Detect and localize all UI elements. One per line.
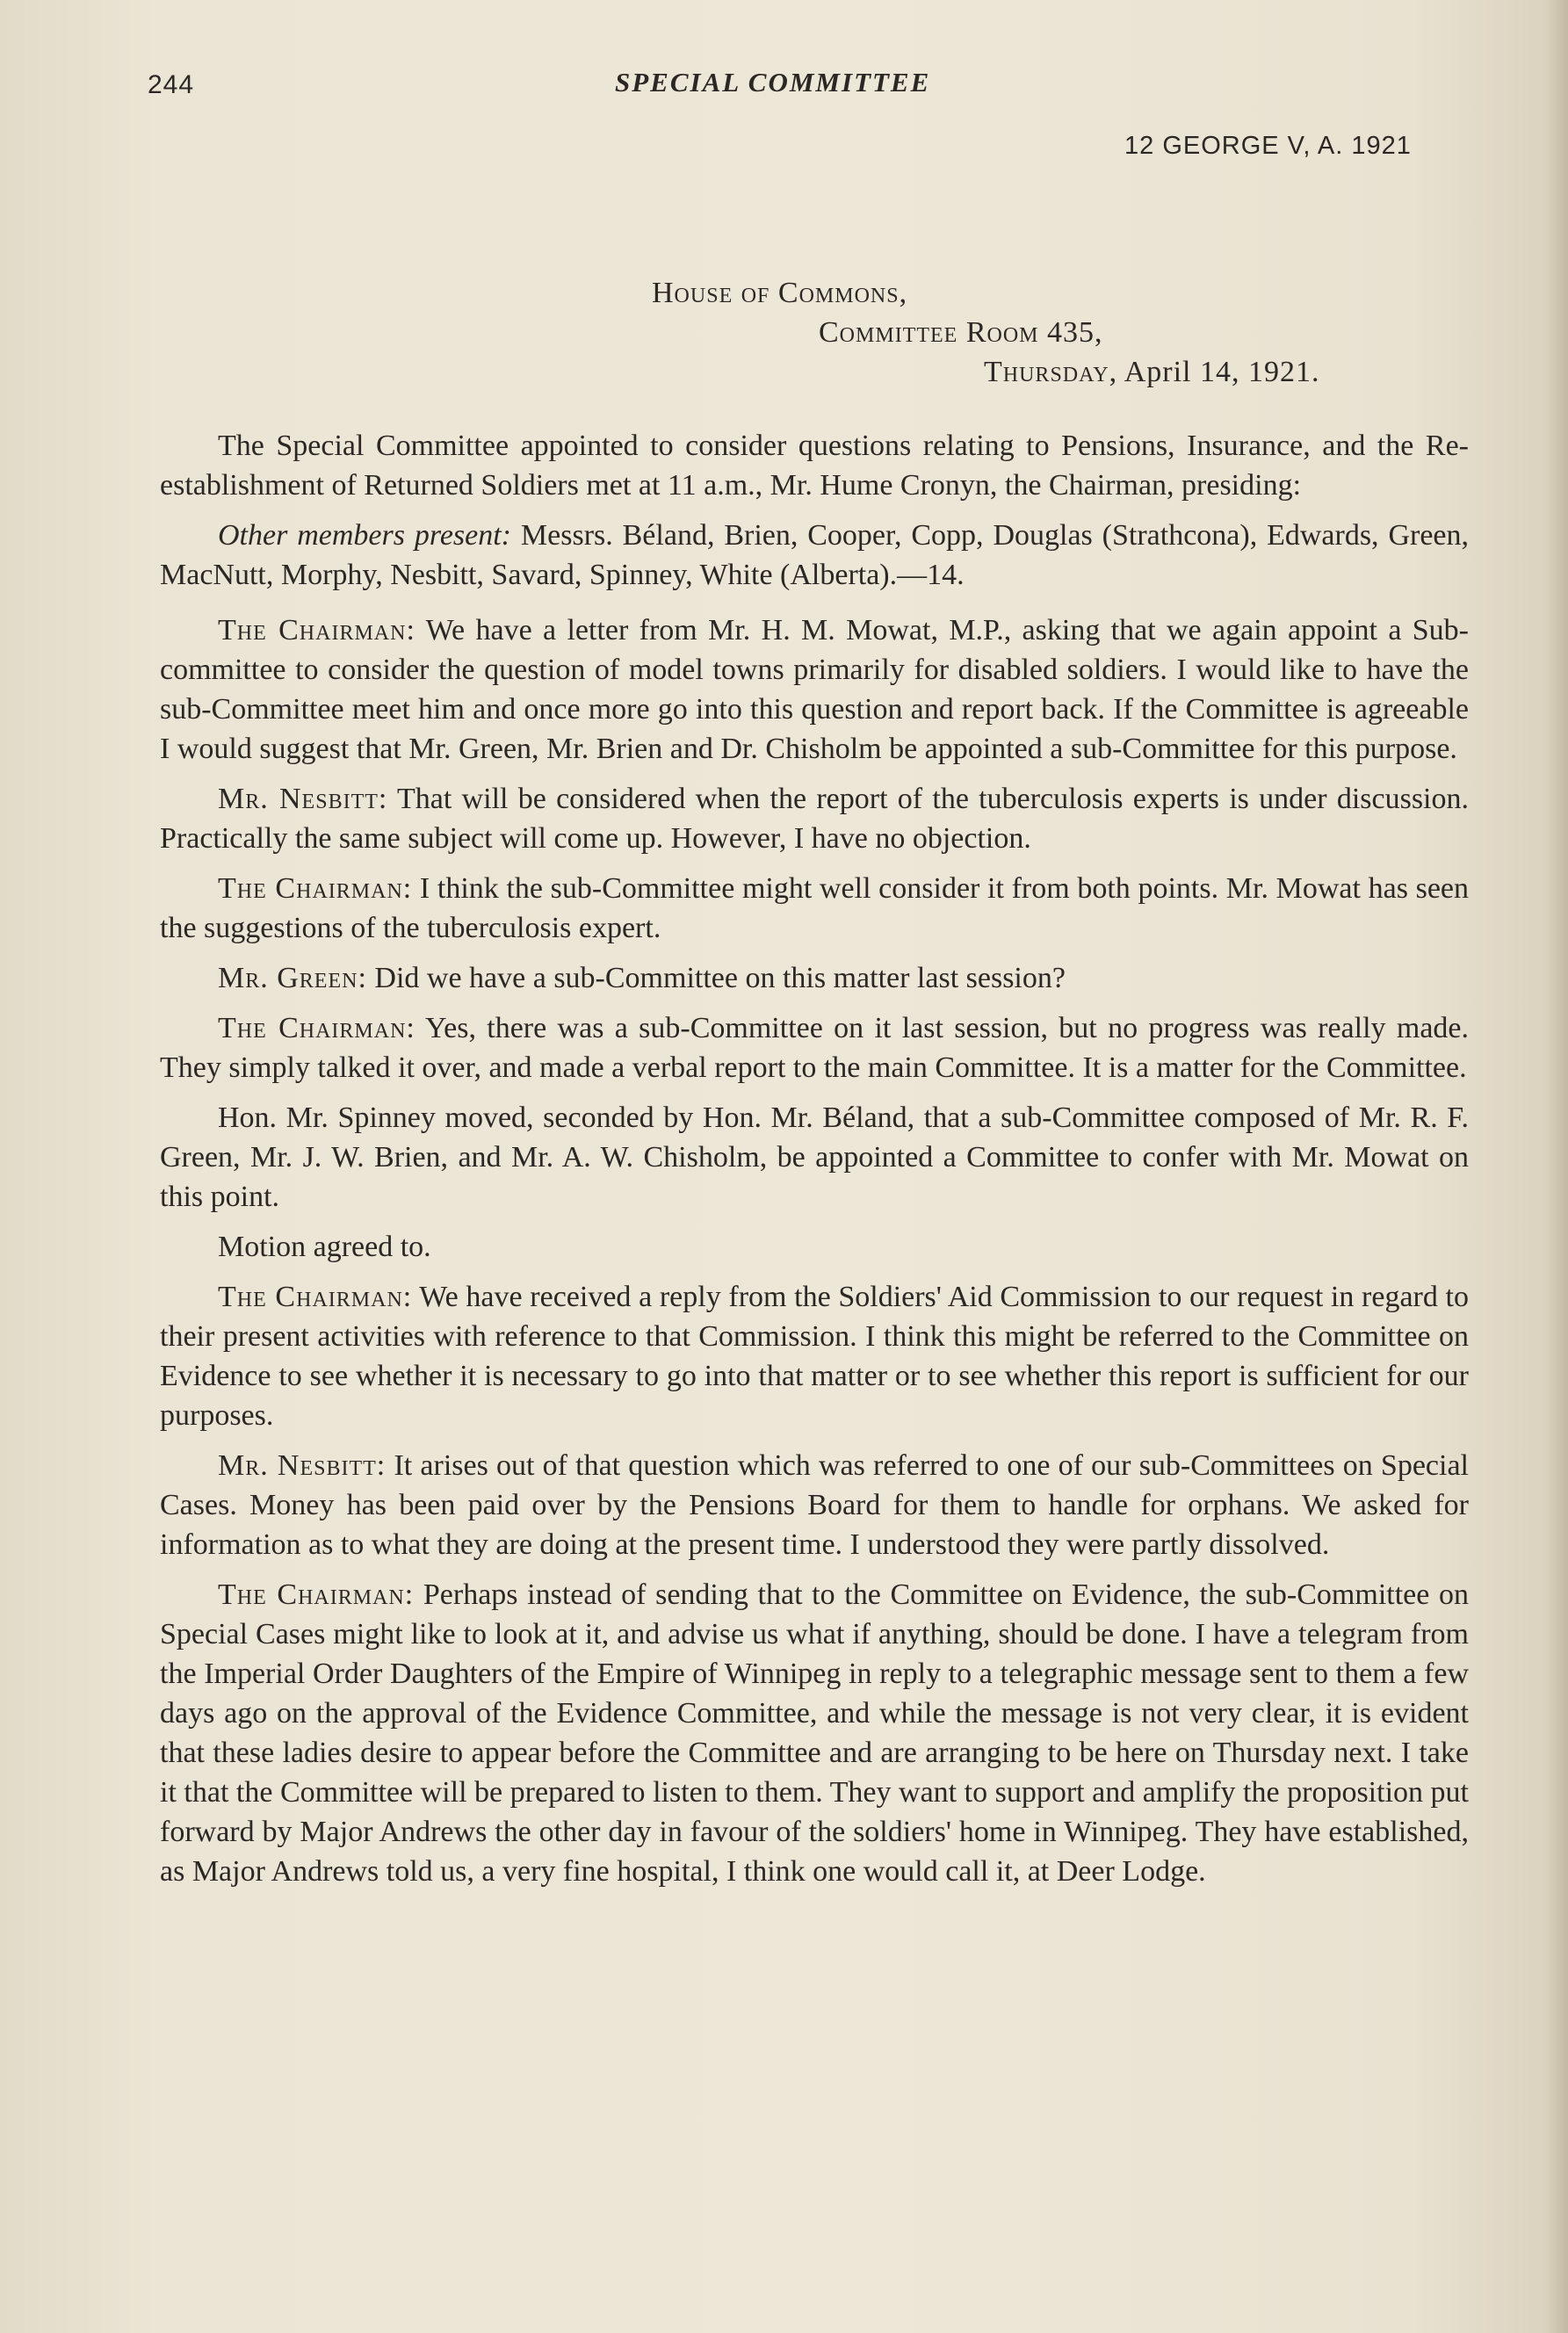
address-house: House of Commons, bbox=[652, 277, 908, 309]
address-date: April 14, 1921. bbox=[1124, 356, 1320, 388]
speaker-name: The Chairman: bbox=[218, 1281, 413, 1313]
speech-paragraph bbox=[160, 610, 1469, 769]
speech-text: It arises out of that question which was referred to one of our sub-Committees on Special Cases. Money has been paid over by the Pensions Board for them to handle for orphans. We asked for information as to what they are doing at the present time. I understood they were partly dissolved. bbox=[160, 1449, 1470, 1561]
speech-paragraph bbox=[160, 1446, 1469, 1564]
intro-paragraph: The Special Committee appointed to consider questions relating to Pensions, Insurance, and the Re-establishment of Returned Soldiers met at 11 a.m., Mr. Hume Cronyn, the Chairman, presiding: bbox=[160, 430, 1469, 502]
speech-paragraph bbox=[160, 779, 1469, 858]
speaker-name: The Chairman: bbox=[218, 1012, 415, 1044]
speech-text: We have received a reply from the Soldiers' Aid Commission to our request in regard to their present activities with reference to that Commission. I think this might be referred to the Committee on Evidence to see whether it is necessary to go into that matter or to see whether this report is sufficient for our purposes. bbox=[160, 1281, 1469, 1432]
speech-paragraph bbox=[160, 869, 1469, 948]
speech-paragraph bbox=[160, 1575, 1469, 1891]
speech-text: I think the sub-Committee might well consider it from both points. Mr. Mowat has seen the suggestions of the tuberculosis expert. bbox=[160, 872, 1470, 944]
speaker-name: The Chairman: bbox=[218, 872, 413, 905]
speech-paragraph bbox=[160, 1277, 1469, 1435]
address-day: Thursday, bbox=[984, 356, 1118, 388]
speaker-name: Mr. Green: bbox=[218, 962, 367, 994]
speech-paragraph bbox=[160, 958, 1469, 998]
address-room-number: 435, bbox=[1047, 316, 1103, 349]
members-paragraph bbox=[160, 516, 1469, 595]
speech-text: Perhaps instead of sending that to the Committee on Evidence, the sub-Committee on Special Cases might like to look at it, and advise us what if anything, should be done. I have a telegram from the Imperial Order Daughters of the Empire of Winnipeg in reply to a telegraphic message sent to them a few days ago on the approval of the Evidence Committee, and while the message is not very clear, it is evident that these ladies desire to appear before the Committee and are arranging to be here on Thursday next. I take it that the Committee will be prepared to listen to them. They want to support and amplify the proposition put forward by Major Andrews the other day in favour of the soldiers' home in Winnipeg. They have established, as Major Andrews told us, a very fine hospital, I think one would call it, at Deer Lodge. bbox=[160, 1578, 1469, 1888]
speech-text: Did we have a sub-Committee on this matter last session? bbox=[374, 962, 1066, 994]
address-line-house bbox=[652, 277, 907, 310]
address-line-date bbox=[984, 356, 1320, 389]
speaker-name: Mr. Nesbitt: bbox=[218, 783, 388, 815]
running-title: SPECIAL COMMITTEE bbox=[615, 67, 931, 98]
speaker-name: The Chairman: bbox=[218, 614, 415, 646]
address-room-label: Committee Room bbox=[819, 316, 1039, 349]
members-list: Messrs. Béland, Brien, Cooper, Copp, Douglas (Strathcona), Edwards, Green, MacNutt, Morphy, Nesbitt, Savard, Spinney, White (Alberta).—14. bbox=[160, 519, 1469, 591]
page-number: 244 bbox=[148, 70, 195, 99]
speech-text: Yes, there was a sub-Committee on it last session, but no progress was really made. They simply talked it over, and made a verbal report to the main Committee. It is a matter for the Committee. bbox=[160, 1012, 1469, 1084]
speaker-name: Mr. Nesbitt: bbox=[218, 1449, 387, 1482]
speech-paragraph bbox=[160, 1008, 1469, 1087]
session-label: 12 GEORGE V, A. 1921 bbox=[1124, 132, 1412, 160]
motion-result: Motion agreed to. bbox=[218, 1231, 431, 1263]
binding-shadow bbox=[1545, 0, 1568, 2333]
speech-text: We have a letter from Mr. H. M. Mowat, M.P., asking that we again appoint a Sub-committee to consider the question of model towns primarily for disabled soldiers. I would like to have the sub-Committee meet him and once more go into this question and report back. If the Committee is agreeable I would suggest that Mr. Green, Mr. Brien and Dr. Chisholm be appointed a sub-Committee for this purpose. bbox=[160, 614, 1470, 765]
address-line-room bbox=[819, 316, 1103, 350]
minutes-body bbox=[160, 426, 1469, 1902]
speech-text: That will be considered when the report of the tuberculosis experts is under discussion. Practically the same subject will come up. However, I have no objection. bbox=[160, 783, 1469, 855]
members-label: Other members present: bbox=[218, 519, 512, 552]
motion-paragraph: Hon. Mr. Spinney moved, seconded by Hon. Mr. Béland, that a sub-Committee composed of Mr. R. F. Green, Mr. J. W. Brien, and Mr. A. W. Chisholm, be appointed a Committee to confer with Mr. Mowat on this point. bbox=[160, 1101, 1469, 1213]
speaker-name: The Chairman: bbox=[218, 1578, 415, 1611]
